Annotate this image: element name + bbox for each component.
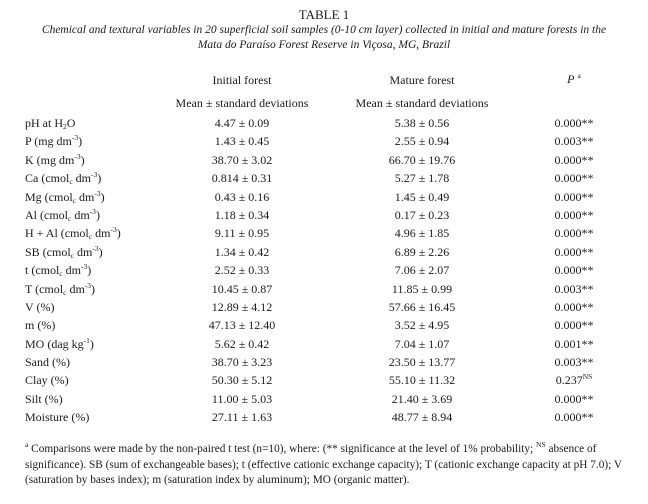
variable-name [25, 116, 75, 131]
variable-name-part: -3 [71, 133, 79, 143]
variable-name-part: c [88, 232, 93, 242]
p-value-number: 0.000** [554, 207, 594, 222]
variable-name-part: Al (cmol [25, 207, 68, 222]
p-value-number: 0.000** [554, 299, 594, 314]
p-value-significance-mark: NS [582, 372, 593, 382]
initial-forest-value: 0.43 ± 0.16 [214, 189, 270, 204]
p-value [524, 171, 624, 186]
mature-forest-value: 55.10 ± 11.32 [388, 373, 456, 388]
variable-name-part: Mg (cmol [25, 189, 73, 204]
mature-forest-value: 3.52 ± 4.95 [394, 318, 450, 333]
table-row [0, 244, 648, 262]
variable-name-part: Sand (%) [25, 355, 70, 370]
variable-name [25, 190, 105, 205]
p-value [524, 208, 624, 223]
p-value [524, 318, 624, 333]
variable-name-part: ) [100, 189, 105, 204]
variable-name-part: SB (cmol [25, 244, 71, 259]
initial-forest-value: 10.45 ± 0.87 [211, 281, 273, 296]
variable-name-part: dm [76, 189, 95, 204]
variable-name-part: dm [62, 263, 82, 278]
variable-name-part: c [70, 250, 75, 260]
variable-name-part: dm [66, 281, 85, 296]
variable-name-part: -3 [81, 262, 88, 272]
footnote-text-1: Comparisons were made by the non-paired t test (n=10), where: (** significance at the level of 1% probability; [28, 443, 537, 455]
mature-forest-value: 6.89 ± 2.26 [394, 244, 450, 259]
footnote-ns-mark: NS [536, 440, 546, 449]
variable-name-part: dm [72, 171, 92, 186]
variable-name-part: ) [97, 171, 102, 186]
p-value-number: 0.003** [554, 355, 594, 370]
variable-name [25, 282, 95, 297]
table-row [0, 170, 648, 188]
variable-name-part: K (mg dm [25, 152, 75, 167]
initial-forest-value: 1.43 ± 0.45 [214, 134, 270, 149]
p-value [524, 116, 624, 131]
p-value-number: 0.000** [554, 189, 594, 204]
p-value-number: 0.000** [554, 226, 594, 241]
initial-forest-value: 5.62 ± 0.42 [214, 336, 270, 351]
p-value-number: 0.003** [554, 281, 594, 296]
p-value-number: 0.003** [554, 134, 594, 149]
header-initial-forest: Initial forest [212, 73, 272, 87]
variable-name-part: ) [95, 207, 100, 222]
variable-name-part: Ca (cmol [25, 171, 70, 186]
variable-name-part: -3 [84, 280, 92, 290]
variable-name-part: c [59, 269, 63, 279]
table-row [0, 409, 648, 427]
variable-name [25, 410, 89, 425]
mature-forest-value: 5.27 ± 1.78 [394, 171, 450, 186]
variable-name [25, 263, 91, 278]
initial-forest-value: 50.30 ± 5.12 [211, 373, 273, 388]
initial-forest-value: 47.13 ± 12.40 [208, 318, 276, 333]
initial-forest-value: 38.70 ± 3.02 [211, 152, 273, 167]
initial-forest-value: 27.11 ± 1.63 [211, 410, 273, 425]
table-row [0, 299, 648, 317]
variable-name [25, 208, 100, 223]
variable-name-part: pH at H [25, 116, 63, 130]
variable-name [25, 300, 54, 315]
mature-forest-value: 7.04 ± 1.07 [394, 336, 450, 351]
table-title: TABLE 1 [298, 7, 350, 22]
variable-name [25, 171, 101, 186]
variable-name-part: t (cmol [25, 263, 60, 278]
p-value [524, 226, 624, 241]
mature-forest-value: 7.06 ± 2.07 [394, 263, 450, 278]
variable-name-part: m (%) [25, 318, 56, 333]
variable-name-part: -3 [92, 243, 99, 253]
p-value [524, 300, 624, 315]
mature-forest-value: 66.70 ± 19.76 [388, 152, 456, 167]
variable-name-part: Moisture (%) [25, 410, 90, 425]
table-row [0, 336, 648, 354]
variable-name-part: O [66, 116, 76, 130]
subheader-initial: Mean ± standard deviations [175, 96, 309, 110]
table-row [0, 225, 648, 243]
p-value [524, 153, 624, 168]
variable-name-part: V (%) [25, 299, 55, 314]
variable-name-part: ) [98, 244, 103, 259]
variable-name-part: 2 [63, 122, 67, 131]
initial-forest-value: 0.814 ± 0.31 [211, 171, 273, 186]
variable-name-part: ) [116, 226, 121, 241]
table-row [0, 207, 648, 225]
p-value-number: 0.000** [554, 263, 594, 278]
p-value [524, 373, 624, 388]
variable-name-part: -3 [91, 170, 98, 180]
p-value-number: 0.000** [554, 391, 594, 406]
variable-name-part: ) [87, 263, 92, 278]
variable-name-part: c [72, 195, 77, 205]
p-value [524, 190, 624, 205]
mature-forest-value: 23.50 ± 13.77 [388, 355, 456, 370]
mature-forest-value: 1.45 ± 0.49 [394, 189, 450, 204]
initial-forest-value: 1.34 ± 0.42 [214, 244, 270, 259]
variable-name [25, 373, 69, 388]
initial-forest-value: 2.52 ± 0.33 [214, 263, 270, 278]
initial-forest-value: 9.11 ± 0.95 [214, 226, 270, 241]
subheader-mature: Mean ± standard deviations [355, 96, 489, 110]
p-value-number: 0.237 [555, 373, 583, 388]
mature-forest-value: 48.77 ± 8.94 [391, 410, 453, 425]
mature-forest-value: 11.85 ± 0.99 [391, 281, 453, 296]
variable-name-part: c [63, 287, 67, 297]
header-p-label: P [567, 72, 575, 86]
variable-name-part: ) [78, 134, 83, 149]
variable-name-part: dm [71, 207, 90, 222]
variable-name [25, 226, 121, 241]
initial-forest-value: 11.00 ± 5.03 [211, 391, 273, 406]
initial-forest-value: 4.47 ± 0.09 [214, 116, 270, 130]
mature-forest-value: 0.17 ± 0.23 [394, 207, 450, 222]
mature-forest-value: 21.40 ± 3.69 [391, 391, 453, 406]
variable-name [25, 134, 82, 149]
variable-name-part: -1 [83, 335, 90, 345]
variable-name [25, 153, 85, 168]
table-row [0, 189, 648, 207]
variable-name [25, 355, 70, 370]
variable-name-part: -3 [89, 206, 96, 216]
table-row [0, 354, 648, 372]
p-value-number: 0.000** [554, 171, 594, 186]
table-row [0, 317, 648, 335]
variable-name [25, 337, 94, 352]
variable-name-part: dm [92, 226, 111, 241]
table-row [0, 262, 648, 280]
p-value-number: 0.000** [554, 318, 594, 333]
mature-forest-value: 5.38 ± 0.56 [394, 116, 450, 130]
variable-name-part: ) [80, 152, 85, 167]
header-p-footnote-mark: a [577, 71, 581, 80]
table-footnote [25, 442, 630, 489]
p-value [524, 263, 624, 278]
p-value [524, 134, 624, 149]
variable-name-part: dm [74, 244, 93, 259]
variable-name [25, 318, 55, 333]
variable-name-part: Clay (%) [25, 373, 69, 388]
mature-forest-value: 4.96 ± 1.85 [394, 226, 450, 241]
table-row [0, 372, 648, 390]
variable-name-part: Silt (%) [25, 391, 63, 406]
p-value-number: 0.001** [554, 336, 594, 351]
variable-name-part: ) [89, 336, 94, 351]
variable-name-part: T (cmol [25, 281, 64, 296]
p-value [524, 337, 624, 352]
variable-name-part: MO (dag kg [25, 336, 84, 351]
p-value-number: 0.000** [554, 410, 594, 425]
p-value-number: 0.000** [554, 116, 594, 130]
table-caption: Chemical and textural variables in 20 superficial soil samples (0-10 cm layer) collected in initial and mature forests in the Mata do Paraíso Forest Reserve in Viçosa, MG, Brazil [41, 24, 607, 51]
variable-name-part: ) [91, 281, 96, 296]
initial-forest-value: 38.70 ± 3.23 [211, 355, 273, 370]
p-value [524, 355, 624, 370]
p-value [524, 410, 624, 425]
p-value [524, 282, 624, 297]
variable-name-part: -3 [110, 225, 117, 235]
table-row [0, 152, 648, 170]
variable-name-part: -3 [74, 151, 81, 161]
table-row [0, 115, 648, 133]
variable-name [25, 245, 103, 260]
table-row [0, 281, 648, 299]
table-row [0, 391, 648, 409]
p-value-number: 0.000** [554, 244, 594, 259]
variable-name-part: P (mg dm [25, 134, 72, 149]
table-body [0, 115, 648, 428]
p-value [524, 245, 624, 260]
mature-forest-value: 57.66 ± 16.45 [388, 299, 456, 314]
footnote-text-2: absence of significance). SB (sum of exchangeable bases); t (effective cationic exchange capacity); T (cationic exchange capacity at pH 7.0); V (saturation by bases index); m (saturation index by aluminum); MO (organic matter). [25, 443, 622, 486]
header-mature-forest: Mature forest [389, 73, 455, 87]
initial-forest-value: 12.89 ± 4.12 [211, 299, 273, 314]
variable-name-part: c [69, 177, 73, 187]
mature-forest-value: 2.55 ± 0.94 [394, 134, 450, 149]
header-p-value [524, 72, 624, 87]
initial-forest-value: 1.18 ± 0.34 [214, 207, 270, 222]
variable-name-part: H + Al (cmol [25, 226, 89, 241]
variable-name-part: -3 [94, 188, 101, 198]
footnote-mark: a [25, 440, 29, 449]
variable-name-part: c [68, 213, 72, 223]
variable-name [25, 392, 63, 407]
p-value [524, 392, 624, 407]
table-row [0, 133, 648, 151]
p-value-number: 0.000** [554, 152, 594, 167]
